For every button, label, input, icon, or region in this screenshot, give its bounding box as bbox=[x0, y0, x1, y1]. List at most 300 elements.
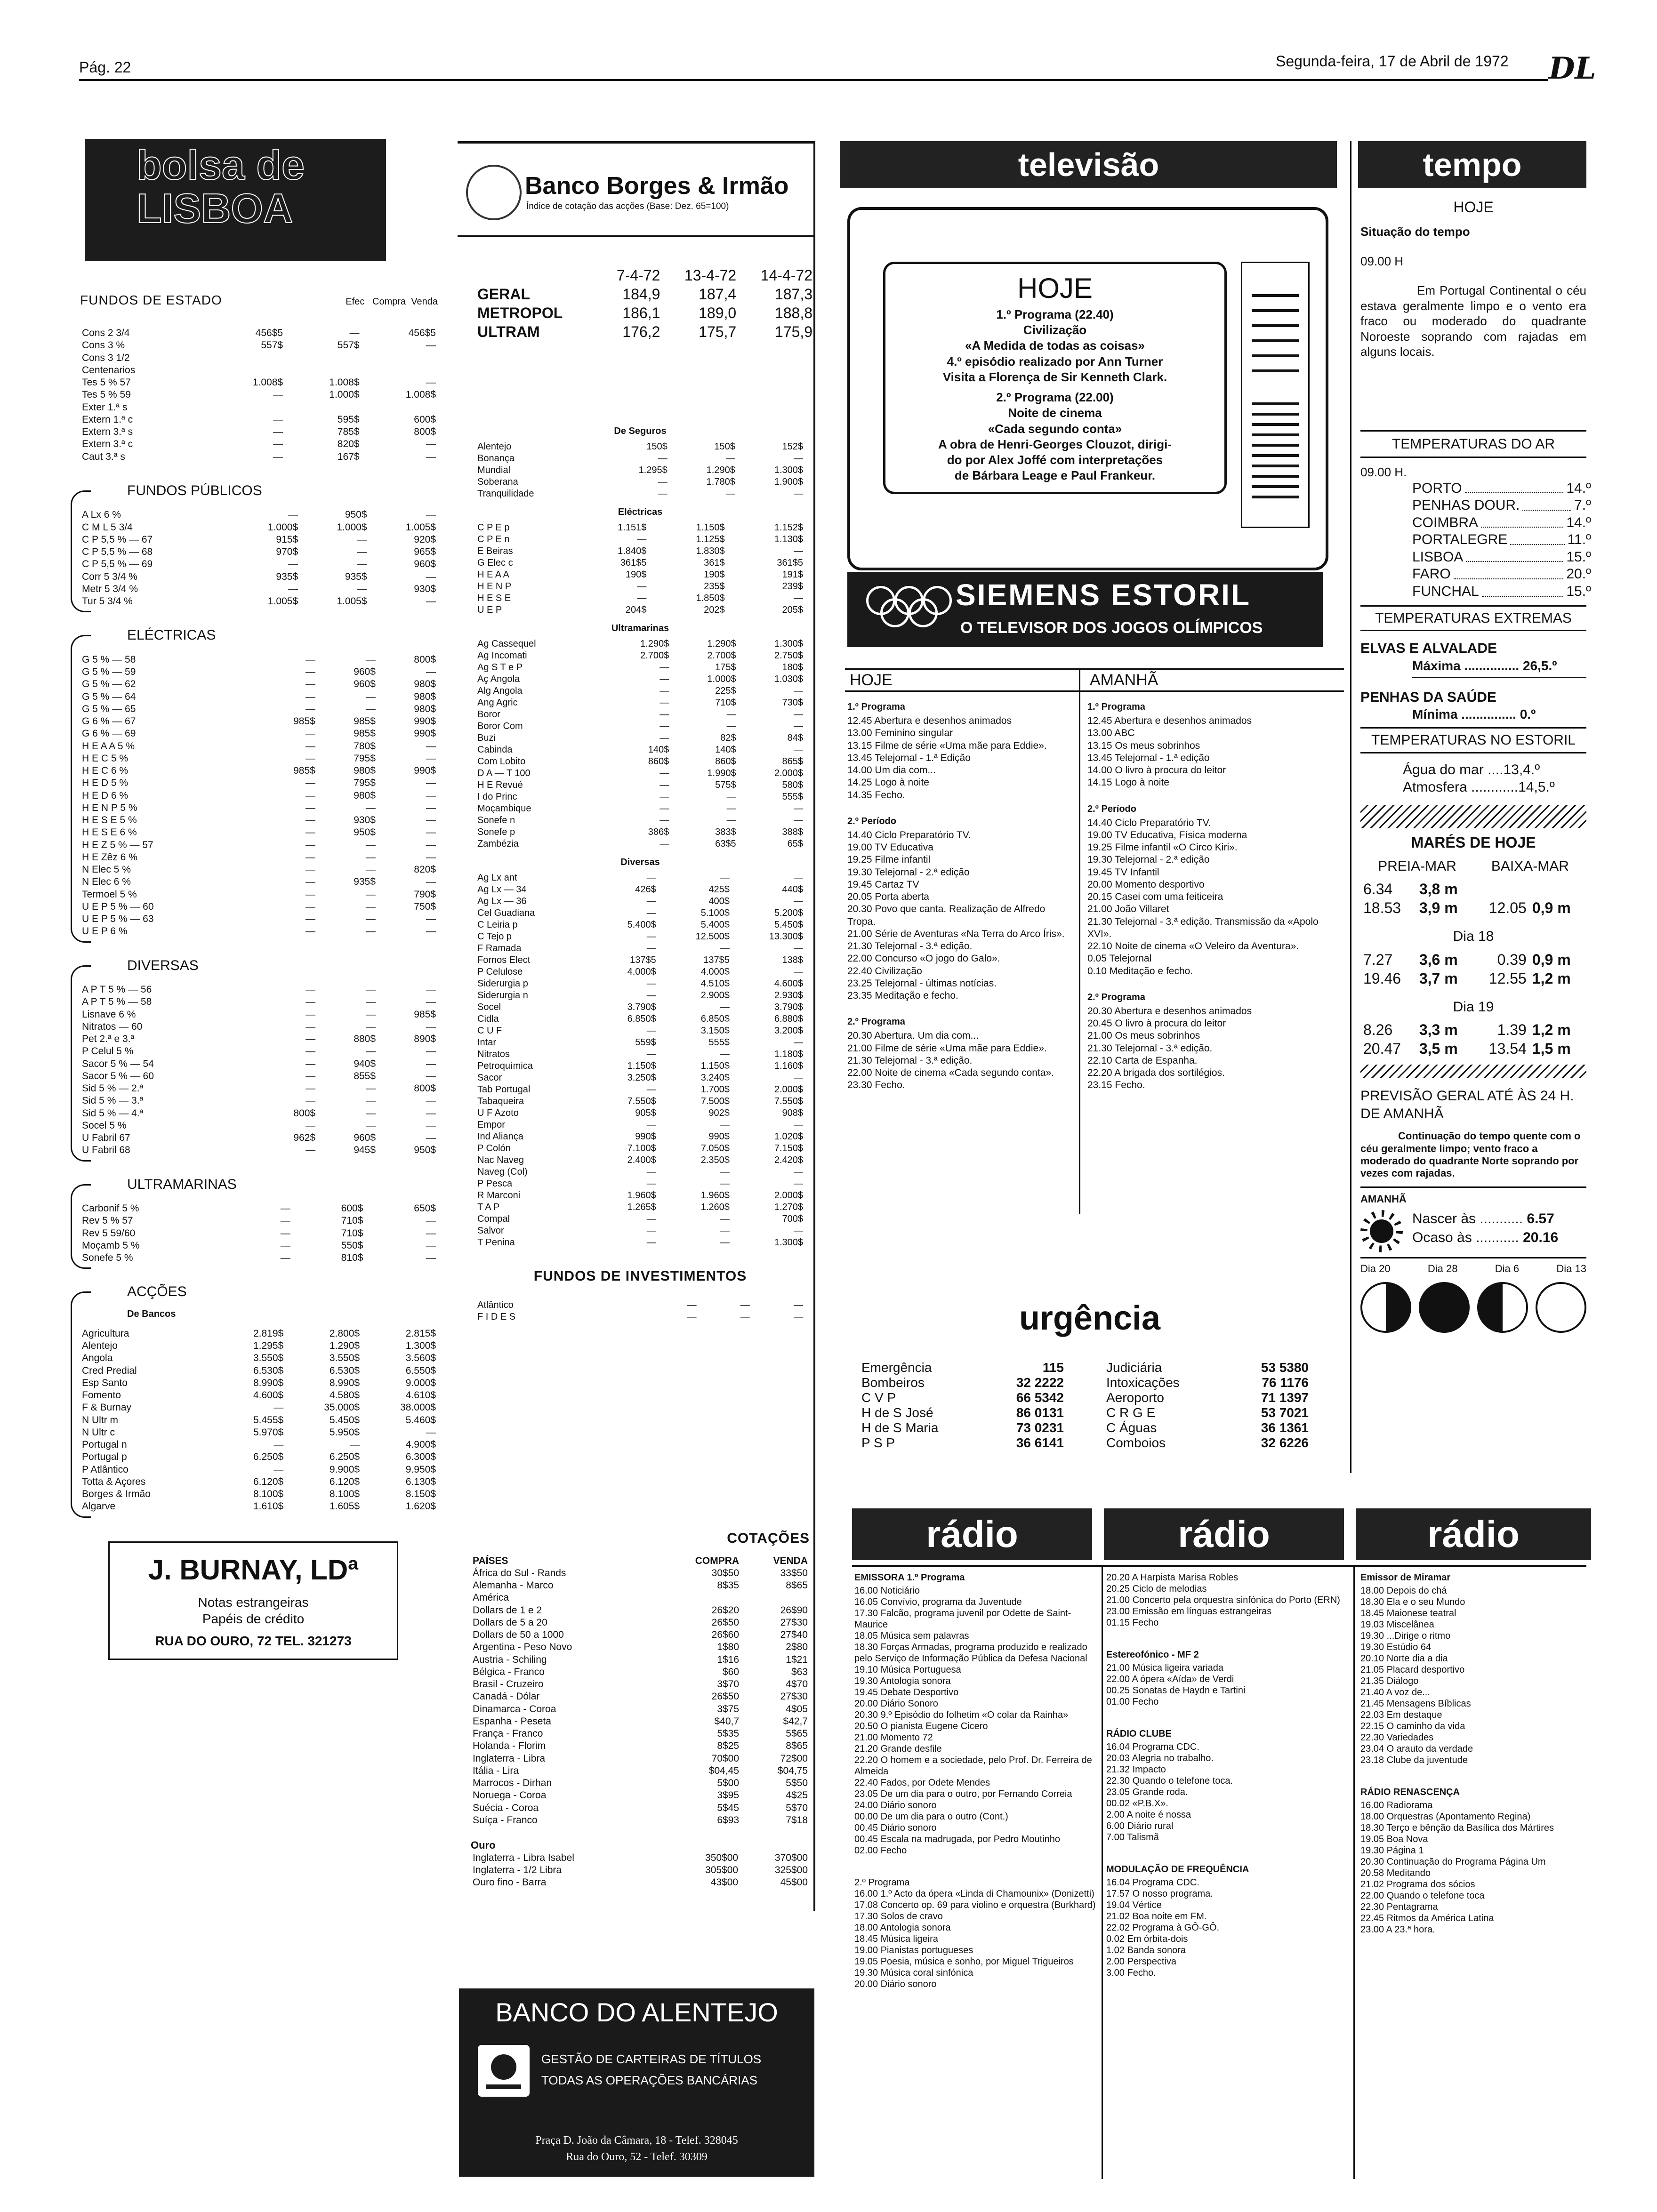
tv-listing-item: 23.15 Fecho. bbox=[1087, 1080, 1145, 1091]
electricas-value: 980$ bbox=[414, 679, 436, 690]
fundos-estado-value: — bbox=[273, 426, 283, 437]
tv-listing-item: 14.25 Logo à noite bbox=[847, 777, 929, 788]
electricas-row bbox=[80, 753, 438, 765]
borges-diversas-value: — bbox=[720, 1178, 730, 1189]
radio-station-title: EMISSORA 1.º Programa bbox=[854, 1572, 965, 1583]
borges-diversas-value: 2.000$ bbox=[774, 1190, 803, 1201]
borges-ultramarinas-value: 388$ bbox=[782, 827, 803, 837]
diversas-value: — bbox=[426, 1095, 436, 1106]
borges-ultramarinas-name: Ag S T e P bbox=[477, 662, 523, 673]
borges-diversas-row bbox=[475, 884, 805, 896]
borges-ultramarinas-value: 82$ bbox=[720, 733, 736, 743]
borges-seguros-row bbox=[475, 476, 805, 488]
borges-diversas-title: Diversas bbox=[620, 857, 660, 867]
borges-seguros-row bbox=[475, 441, 805, 453]
electricas-row bbox=[80, 765, 438, 777]
elvas-label: ELVAS E ALVALADE bbox=[1360, 641, 1497, 657]
urgencia-number: 86 0131 bbox=[1016, 1405, 1064, 1420]
borges-diversas-name: T Penina bbox=[477, 1237, 515, 1248]
borges-electricas-name: H E N P bbox=[477, 581, 512, 592]
diversas-value: — bbox=[426, 996, 436, 1008]
tv-screen-p2e: de Bárbara Leage e Paul Frankeur. bbox=[954, 468, 1156, 483]
electricas-value: — bbox=[305, 790, 315, 801]
fundos-publicos-value: — bbox=[288, 583, 298, 594]
ultramarinas-value: — bbox=[426, 1215, 436, 1226]
fundos-publicos-name: C P 5,5 % — 68 bbox=[82, 546, 153, 557]
urgencia-label: H de S José bbox=[861, 1405, 933, 1420]
radio-listing-item: 19.30 Antologia sonora bbox=[854, 1676, 951, 1686]
electricas-value: — bbox=[426, 753, 436, 764]
cotacao-row bbox=[471, 1802, 810, 1814]
accoes-value: 2.800$ bbox=[329, 1328, 360, 1339]
index-value: 184,9 bbox=[622, 286, 660, 303]
temp-value: 20.º bbox=[1566, 566, 1591, 582]
electricas-name: H E D 5 % bbox=[82, 777, 129, 789]
tv-block bbox=[847, 1016, 1073, 1091]
electricas-name: H E Z 5 % — 57 bbox=[82, 839, 153, 850]
radio-listing-item: 18.00 Orquestras (Apontamento Regina) bbox=[1360, 1811, 1531, 1822]
borges-diversas-value: 1.265$ bbox=[627, 1202, 656, 1212]
fundos-publicos-value: 915$ bbox=[276, 534, 298, 545]
borges-seguros-name: Tranquilidade bbox=[477, 489, 534, 499]
cotacao-value: 72$00 bbox=[780, 1753, 808, 1764]
borges-ultramarinas-value: 1.290$ bbox=[707, 639, 736, 649]
electricas-value: — bbox=[365, 926, 376, 937]
electricas-value: — bbox=[426, 790, 436, 801]
fundos-invest-title: FUNDOS DE INVESTIMENTOS bbox=[533, 1268, 747, 1284]
electricas-name: G 6 % — 67 bbox=[82, 716, 136, 727]
diversas-row bbox=[80, 1144, 438, 1156]
borges-diversas-row bbox=[475, 1237, 805, 1249]
tv-listing-item: 23.25 Telejornal - últimas notícias. bbox=[847, 978, 997, 989]
borges-diversas-name: Tabaqueira bbox=[477, 1096, 524, 1106]
urgencia-title: urgência bbox=[1019, 1299, 1161, 1337]
tv-listing-item: 19.25 Filme infantil bbox=[847, 854, 931, 866]
electricas-value: — bbox=[426, 815, 436, 825]
diversas-row bbox=[80, 1058, 438, 1070]
tv-listing-item: 14.40 Ciclo Preparatório TV. bbox=[1087, 817, 1211, 828]
borges-ultramarinas-row bbox=[475, 779, 805, 791]
borges-diversas-value: — bbox=[794, 873, 803, 883]
fundos-estado-value: 800$ bbox=[414, 426, 436, 437]
borges-diversas-value: 2.000$ bbox=[774, 1084, 803, 1095]
electricas-value: — bbox=[305, 839, 315, 850]
fundos-publicos-value: — bbox=[426, 509, 436, 521]
electricas-name: H E D 6 % bbox=[82, 790, 129, 801]
accoes-value: 1.610$ bbox=[253, 1501, 284, 1512]
fundos-estado-value: — bbox=[273, 389, 283, 401]
mare-hora: 18.53 bbox=[1363, 899, 1401, 917]
radio-listing-item: 00.45 Escala na madrugada, por Pedro Moutinho bbox=[854, 1834, 1060, 1844]
tv-listing-item: 13.15 Filme de série «Uma mãe para Eddie». bbox=[847, 740, 1047, 751]
dia18-label: Dia 18 bbox=[1453, 929, 1494, 945]
diversas-value: 962$ bbox=[293, 1132, 316, 1143]
radio-listing-item: 22.20 O homem e a sociedade, pelo Prof. Dr. Ferreira de Almeida bbox=[854, 1755, 1092, 1777]
radio-listing-item: 7.00 Talismã bbox=[1106, 1832, 1159, 1843]
urgencia-entry bbox=[861, 1360, 1064, 1375]
index-date-1: 7-4-72 bbox=[616, 267, 660, 284]
urgencia-entry bbox=[1106, 1435, 1309, 1451]
radio-listing-item: 22.30 Variedades bbox=[1360, 1732, 1434, 1743]
borges-diversas-value: 990$ bbox=[708, 1131, 730, 1142]
fundos-publicos-value: 1.000$ bbox=[267, 521, 298, 533]
radio-banner-3 bbox=[1356, 1508, 1591, 1560]
accoes-name: Agricultura bbox=[82, 1328, 129, 1339]
tempo-texto: Em Portugal Continental o céu estava geralmente limpo e o vento era fraco ou moderado do quadrante Noroeste soprando com rajadas em alguns locais. bbox=[1360, 283, 1586, 359]
urgencia-number: 53 5380 bbox=[1261, 1360, 1309, 1375]
ultramarinas-value: — bbox=[280, 1203, 290, 1214]
fundos-publicos-row bbox=[80, 558, 438, 570]
accoes-name: Cred Predial bbox=[82, 1365, 137, 1376]
borges-seguros-value: — bbox=[725, 489, 735, 499]
electricas-name: H E Zêz 6 % bbox=[82, 851, 137, 863]
borges-diversas-value: — bbox=[646, 1167, 656, 1177]
borges-diversas-name: P Colón bbox=[477, 1143, 511, 1154]
tv-listing-item: 20.30 Abertura. Um dia com... bbox=[847, 1030, 979, 1042]
mare-hora: 1.39 bbox=[1497, 1021, 1527, 1039]
tv-listing-item: 13.00 ABC bbox=[1087, 728, 1135, 739]
borges-diversas-row bbox=[475, 1037, 805, 1049]
diversas-value: — bbox=[366, 1021, 376, 1032]
electricas-value: 985$ bbox=[354, 728, 376, 739]
diversas-name: P Celul 5 % bbox=[82, 1046, 134, 1057]
borges-ultramarinas-row bbox=[475, 815, 805, 826]
borges-electricas-row bbox=[475, 534, 805, 545]
borges-top-rule bbox=[458, 141, 814, 144]
fundos-publicos-row bbox=[80, 509, 438, 521]
diversas-value: 800$ bbox=[414, 1083, 436, 1094]
electricas-row bbox=[80, 666, 438, 678]
accoes-value: 6.300$ bbox=[405, 1451, 436, 1463]
urgencia-label: P S P bbox=[861, 1435, 895, 1450]
radio-listing-item: 22.40 Fados, por Odete Mendes bbox=[854, 1778, 990, 1788]
borges-diversas-value: 4.510$ bbox=[700, 978, 730, 989]
tv-screen-p2c: A obra de Henri-Georges Clouzot, dirigi- bbox=[938, 437, 1172, 451]
radio-column-1 bbox=[854, 1572, 1099, 1990]
borges-diversas-value: 700$ bbox=[782, 1214, 803, 1224]
radio-listing-item: 23.00 A 23.ª hora. bbox=[1360, 1924, 1435, 1935]
electricas-value: — bbox=[305, 901, 315, 912]
electricas-row bbox=[80, 802, 438, 814]
borges-logo-icon bbox=[466, 165, 522, 220]
fundos-publicos-value: — bbox=[426, 596, 436, 607]
borges-seguros-row bbox=[475, 465, 805, 476]
borges-ultramarinas-row bbox=[475, 732, 805, 744]
radio-listing-item: 20.30 Continuação do Programa Página Um bbox=[1360, 1857, 1546, 1867]
borges-seguros-value: — bbox=[725, 453, 735, 464]
index-value: 176,2 bbox=[622, 323, 660, 340]
cotacao-name: Noruega - Coroa bbox=[473, 1790, 547, 1801]
cotacao-row bbox=[471, 1604, 810, 1617]
electricas-name: U E P 5 % — 63 bbox=[82, 914, 154, 924]
electricas-name: G 5 % — 62 bbox=[82, 679, 136, 690]
tv-listing-item: 20.15 Casei com uma feiticeira bbox=[1087, 891, 1223, 902]
urgencia-number: 53 7021 bbox=[1261, 1405, 1309, 1420]
tv-banner-text: televisão bbox=[1018, 146, 1159, 183]
tv-screen-p1c: 4.º episódio realizado por Ann Turner bbox=[947, 354, 1163, 369]
fundos-publicos-value: 960$ bbox=[414, 559, 436, 570]
fundos-estado-value: 600$ bbox=[414, 414, 436, 425]
fundos-estado-value: 1.008$ bbox=[329, 377, 360, 388]
tv-hoje-listing bbox=[847, 701, 1073, 1106]
cotacao-row bbox=[471, 1765, 810, 1777]
urgencia-label: Bombeiros bbox=[861, 1375, 925, 1390]
electricas-value: — bbox=[305, 666, 315, 677]
tv-screen bbox=[883, 262, 1227, 494]
mare-hora: 0.39 bbox=[1497, 951, 1527, 968]
ouro-row bbox=[471, 1876, 810, 1889]
accoes-value: 4.900$ bbox=[405, 1439, 436, 1450]
radio-banner-1-text: rádio bbox=[926, 1513, 1018, 1555]
radio-spacer bbox=[1106, 1707, 1351, 1728]
accoes-subtitle: De Bancos bbox=[127, 1308, 176, 1319]
borges-diversas-value: — bbox=[646, 1214, 656, 1224]
radio-station-title: MODULAÇÃO DE FREQUÊNCIA bbox=[1106, 1864, 1249, 1875]
cotacao-value: 2$80 bbox=[786, 1642, 808, 1653]
electricas-row bbox=[80, 925, 438, 938]
electricas-value: 960$ bbox=[354, 679, 376, 690]
borges-electricas-value: — bbox=[637, 593, 647, 603]
cotacao-name: França - Franco bbox=[473, 1728, 543, 1739]
fundos-publicos-name: Metr 5 3/4 % bbox=[82, 583, 138, 594]
borges-diversas-name: U F Azoto bbox=[477, 1108, 519, 1118]
borges-diversas-value: — bbox=[646, 1237, 656, 1248]
tv-listing-item: 20.00 Momento desportivo bbox=[1087, 879, 1205, 890]
borges-electricas-name: G Elec c bbox=[477, 558, 513, 568]
fundos-publicos-value: — bbox=[288, 559, 298, 570]
borges-ultramarinas-title: Ultramarinas bbox=[611, 623, 669, 633]
fase-2-label: Dia 28 bbox=[1427, 1263, 1458, 1275]
borges-ultramarinas-value: — bbox=[794, 686, 803, 696]
borges-diversas-row bbox=[475, 1143, 805, 1154]
radio-listing-item: 3.00 Fecho. bbox=[1106, 1968, 1156, 1978]
burnay-address: RUA DO OURO, 72 TEL. 321273 bbox=[155, 1633, 352, 1648]
cotacao-row bbox=[471, 1753, 810, 1765]
max-label: Máxima bbox=[1412, 658, 1461, 673]
radio-listing-item: 23.04 O arauto da verdade bbox=[1360, 1744, 1473, 1754]
borges-diversas-row bbox=[475, 1190, 805, 1202]
fundos-publicos-name: A Lx 6 % bbox=[82, 509, 121, 521]
radio-spacer bbox=[1360, 1766, 1586, 1787]
borges-diversas-value: 1.700$ bbox=[700, 1084, 730, 1095]
cotacao-name: Canadá - Dólar bbox=[473, 1691, 540, 1702]
temp-entry bbox=[1412, 497, 1591, 514]
cotacao-value: 3$70 bbox=[717, 1679, 740, 1690]
radio-listing-item: 1.02 Banda sonora bbox=[1106, 1945, 1186, 1956]
ultramarinas-name: Carbonif 5 % bbox=[82, 1203, 139, 1214]
borges-diversas-value: — bbox=[720, 1214, 730, 1224]
fundos-publicos-value: — bbox=[357, 559, 367, 570]
cotacao-value: 26$90 bbox=[780, 1604, 808, 1616]
borges-ultramarinas-row bbox=[475, 803, 805, 815]
nascer-value: 6.57 bbox=[1527, 1211, 1554, 1227]
diversas-value: — bbox=[426, 1070, 436, 1082]
borges-ultramarinas-row bbox=[475, 709, 805, 721]
tv-hoje-header: HOJE bbox=[845, 668, 1085, 692]
fundos-estado-name: Cons 3 1/2 bbox=[82, 352, 130, 363]
cotacao-value bbox=[741, 1592, 810, 1604]
radio-listing-item: 21.32 Impacto bbox=[1106, 1764, 1166, 1775]
accoes-value: 1.300$ bbox=[405, 1340, 436, 1351]
borges-diversas-name: Salvor bbox=[477, 1226, 504, 1236]
cotacao-name: Dollars de 5 a 20 bbox=[473, 1617, 547, 1628]
radio-listing-item: 21.05 Placard desportivo bbox=[1360, 1665, 1465, 1675]
cotacao-row bbox=[471, 1703, 810, 1715]
borges-diversas-value: — bbox=[646, 931, 656, 942]
diversas-name: Sid 5 % — 3.ª bbox=[82, 1095, 144, 1106]
fundos-estado-name: Extern 3.ª s bbox=[82, 426, 133, 437]
accoes-value: 9.950$ bbox=[405, 1464, 436, 1475]
diversas-name: Nitratos — 60 bbox=[82, 1021, 143, 1032]
ouro-row bbox=[471, 1852, 810, 1864]
radio-listing-item: 23.05 De um dia para o outro, por Fernando Correia bbox=[854, 1789, 1072, 1799]
electricas-row bbox=[80, 889, 438, 901]
borges-diversas-value: — bbox=[720, 1120, 730, 1130]
borges-ultramarinas-value: 2.000$ bbox=[774, 768, 803, 778]
borges-ultramarinas-row bbox=[475, 685, 805, 697]
urgencia-entry bbox=[1106, 1390, 1309, 1405]
electricas-row bbox=[80, 851, 438, 864]
ocaso-value: 20.16 bbox=[1523, 1230, 1559, 1246]
borges-diversas-value: — bbox=[720, 1237, 730, 1248]
diversas-name: Sacor 5 % — 54 bbox=[82, 1058, 154, 1069]
fundos-estado-value: — bbox=[426, 340, 436, 351]
radio-listing-item: 2.00 A noite é nossa bbox=[1106, 1810, 1191, 1820]
borges-diversas-value: — bbox=[794, 896, 803, 906]
borges-diversas-value: 2.900$ bbox=[700, 990, 730, 1001]
mare-row bbox=[1360, 969, 1586, 988]
radio-listing-item: 6.00 Diário rural bbox=[1106, 1821, 1174, 1831]
fundos-estado-name: Tes 5 % 59 bbox=[82, 389, 131, 401]
radio-listing-item: 22.00 A ópera «Aída» de Verdi bbox=[1106, 1674, 1234, 1684]
borges-ultramarinas-value: 225$ bbox=[715, 686, 736, 696]
accoes-row bbox=[80, 1365, 438, 1377]
cotacao-row bbox=[471, 1641, 810, 1653]
fundos-publicos-value: — bbox=[357, 534, 367, 545]
accoes-row bbox=[80, 1377, 438, 1389]
diversas-value: 800$ bbox=[293, 1107, 316, 1119]
fundos-invest-value: — bbox=[794, 1311, 803, 1322]
accoes-value: 8.150$ bbox=[405, 1489, 436, 1499]
tv-listing-item: 13.45 Telejornal - 1.ª edição bbox=[1087, 752, 1210, 763]
tv-split-rule bbox=[1079, 668, 1080, 1214]
cotacao-row bbox=[471, 1617, 810, 1629]
fundos-estado-value bbox=[285, 352, 361, 364]
diversas-value: 950$ bbox=[414, 1145, 436, 1156]
accoes-row bbox=[80, 1500, 438, 1513]
electricas-name: G 5 % — 64 bbox=[82, 691, 136, 702]
diversas-value: — bbox=[366, 984, 376, 995]
borges-diversas-name: Siderurgia p bbox=[477, 978, 528, 989]
borges-ultramarinas-value: 63$5 bbox=[715, 839, 736, 849]
borges-ultramarinas-value: 865$ bbox=[782, 756, 803, 767]
fundos-publicos-value: 965$ bbox=[414, 546, 436, 557]
borges-diversas-value: 4.600$ bbox=[774, 978, 803, 989]
estoril-title: TEMPERATURAS NO ESTORIL bbox=[1360, 727, 1586, 753]
radio-listing-item: 21.00 Concerto pela orquestra sinfónica do Porto (ERN) bbox=[1106, 1595, 1340, 1605]
fundos-invest-value: — bbox=[687, 1311, 697, 1322]
urgencia-number: 36 1361 bbox=[1261, 1420, 1309, 1435]
borges-electricas-value: 190$ bbox=[704, 569, 725, 580]
index-name: ULTRAM bbox=[477, 323, 540, 340]
tempo-hora: 09.00 H bbox=[1360, 254, 1404, 268]
mare-hora: 7.27 bbox=[1363, 951, 1393, 968]
diversas-value: — bbox=[366, 996, 376, 1008]
borges-ultramarinas-row bbox=[475, 650, 805, 662]
electricas-value: — bbox=[305, 864, 315, 875]
cotacao-name: Holanda - Florim bbox=[473, 1740, 546, 1752]
fundos-estado-value bbox=[362, 364, 438, 377]
borges-diversas-value: — bbox=[794, 1178, 803, 1189]
borges-ultramarinas-value: — bbox=[794, 745, 803, 755]
temp-value: 11.º bbox=[1567, 532, 1591, 548]
tv-listing-item: 20.05 Porta aberta bbox=[847, 891, 929, 902]
borges-ultramarinas-row bbox=[475, 638, 805, 650]
tv-listing-item: 14.35 Fecho. bbox=[847, 789, 905, 801]
diversas-value: — bbox=[426, 1107, 436, 1119]
electricas-value: 750$ bbox=[414, 901, 436, 912]
temp-city: PORTO bbox=[1412, 480, 1462, 496]
cotacao-value: 5$45 bbox=[717, 1802, 740, 1813]
moon-last-quarter-icon bbox=[1477, 1282, 1528, 1333]
borges-diversas-value: 3.790$ bbox=[774, 1002, 803, 1012]
diversas-value: — bbox=[366, 1009, 376, 1020]
tv-listing-item: 20.30 Abertura e desenhos animados bbox=[1087, 1005, 1252, 1017]
radio-listing-item: 20.03 Alegria no trabalho. bbox=[1106, 1753, 1214, 1763]
radio-listing-item: 17.08 Concerto op. 69 para violino e orquestra (Burkhard) bbox=[854, 1900, 1096, 1910]
ultramarinas-value: 710$ bbox=[341, 1215, 363, 1226]
cotacao-value: 3$75 bbox=[717, 1703, 740, 1715]
borges-diversas-row bbox=[475, 1096, 805, 1107]
borges-diversas-value: 902$ bbox=[708, 1108, 730, 1118]
borges-diversas-value: 1.960$ bbox=[627, 1190, 656, 1201]
temp-entry bbox=[1412, 480, 1591, 497]
urgencia-number: 36 6141 bbox=[1016, 1435, 1064, 1450]
diversas-name: Sacor 5 % — 60 bbox=[82, 1070, 154, 1082]
borges-electricas-value: 1.830$ bbox=[696, 546, 725, 556]
borges-seguros-title: De Seguros bbox=[614, 426, 667, 436]
borges-seguros-value: 150$ bbox=[646, 441, 668, 452]
borges-diversas-value: 137$5 bbox=[630, 955, 656, 965]
accoes-name: Totta & Açores bbox=[82, 1476, 146, 1487]
borges-seguros-value: 1.780$ bbox=[706, 477, 735, 487]
diversas-value: 985$ bbox=[414, 1009, 436, 1020]
borges-diversas-row bbox=[475, 931, 805, 943]
tv-screen-p1b: «A Medida de todas as coisas» bbox=[965, 338, 1145, 353]
borges-electricas-value: 361$ bbox=[704, 558, 725, 568]
borges-diversas-row bbox=[475, 1154, 805, 1166]
tv-listing-item: 19.30 Telejornal - 2.ª edição bbox=[1087, 854, 1210, 866]
borges-electricas-row bbox=[475, 557, 805, 569]
mare-hora: 20.47 bbox=[1363, 1040, 1401, 1058]
borges-ultramarinas-value: 1.300$ bbox=[774, 639, 803, 649]
electricas-value: — bbox=[305, 703, 315, 714]
diversas-value: — bbox=[306, 1009, 316, 1020]
fundos-invest-name: Atlântico bbox=[477, 1299, 514, 1310]
temp-city: LISBOA bbox=[1412, 549, 1464, 565]
borges-electricas-value: — bbox=[637, 534, 647, 545]
diversas-row bbox=[80, 1021, 438, 1033]
cotacao-value: 5$65 bbox=[786, 1728, 808, 1739]
tempo-left-rule bbox=[1350, 141, 1351, 1473]
electricas-value: — bbox=[305, 777, 315, 789]
olympic-rings-icon bbox=[866, 586, 960, 624]
cotacao-name: Inglaterra - Libra bbox=[473, 1753, 546, 1764]
radio-listing-item: 19.10 Música Portuguesa bbox=[854, 1665, 961, 1675]
radio-listing-item: 20.50 O pianista Eugene Cicero bbox=[854, 1721, 988, 1731]
cotacao-value: 27$40 bbox=[780, 1629, 808, 1640]
accoes-value: 6.250$ bbox=[329, 1451, 360, 1463]
